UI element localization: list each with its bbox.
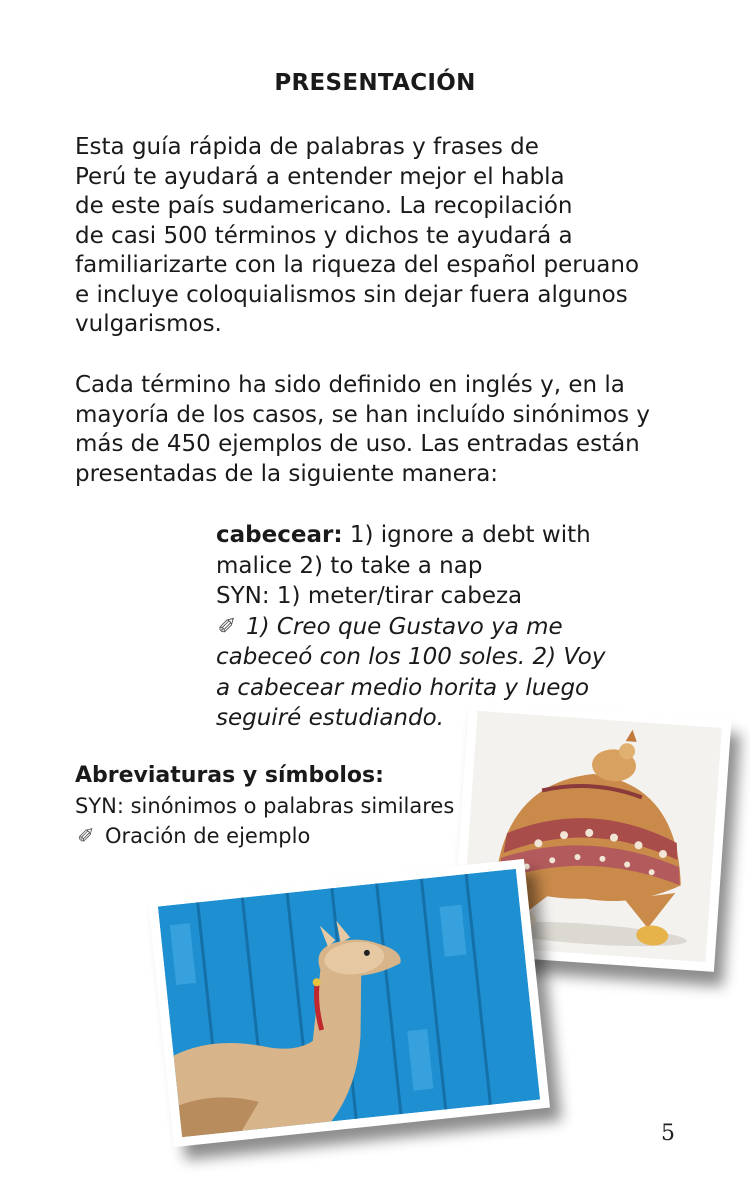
pencil-icon: ✐ [217,613,237,640]
entry-synonyms: SYN: 1) meter/tirar cabeza [216,583,523,609]
format-paragraph [75,371,675,489]
paragraph-line: e incluye coloquialismos sin dejar fuera algunos [75,281,628,308]
paragraph-line: mayoría de los casos, se han incluído sinónimos y [75,401,650,428]
abbreviations-section [75,761,454,851]
intro-paragraph [75,133,675,340]
page-number: 5 [661,1121,675,1146]
paragraph-line: Esta guía rápida de palabras y frases de [75,134,539,160]
entry-definition-line [216,520,676,551]
paragraph-line: Cada término ha sido definido en inglés y, en la [75,372,625,398]
entry-example-line [216,612,676,643]
abbreviation-example-text: Oración de ejemplo [105,824,311,848]
sample-entry [216,520,676,734]
page-title: PRESENTACIÓN [274,70,476,96]
paragraph-line: Perú te ayudará a entender mejor el habla [75,163,565,190]
entry-example-line: seguiré estudiando. [216,705,444,731]
pencil-icon: ✐ [77,824,95,848]
entry-term: cabecear: [216,522,343,548]
paragraph-line: de casi 500 términos y dichos te ayudará a [75,222,573,249]
paragraph-line: presentadas de la siguiente manera: [75,460,499,487]
entry-example-line: cabeceó con los 100 soles. 2) Voy [216,644,606,670]
paragraph-line: de este país sudamericano. La recopilación [75,193,573,219]
paragraph-line: familiarizarte con la riqueza del español peruano [75,252,640,278]
entry-definition-line: malice 2) to take a nap [216,552,483,579]
entry-definition: 1) ignore a debt with [342,522,591,548]
abbreviations-heading: Abreviaturas y símbolos: [75,763,384,788]
llama-illustration [158,869,540,1137]
entry-example-text: 1) Creo que Gustavo ya me [246,613,563,640]
abbreviation-syn: SYN: sinónimos o palabras similares [75,794,455,818]
paragraph-line: más de 450 ejemplos de uso. Las entradas están [75,431,640,457]
abbreviation-example [75,821,454,851]
llama-photo [148,859,550,1147]
entry-example-line: a cabecear medio horita y luego [216,674,590,701]
paragraph-line: vulgarismos. [75,311,222,337]
